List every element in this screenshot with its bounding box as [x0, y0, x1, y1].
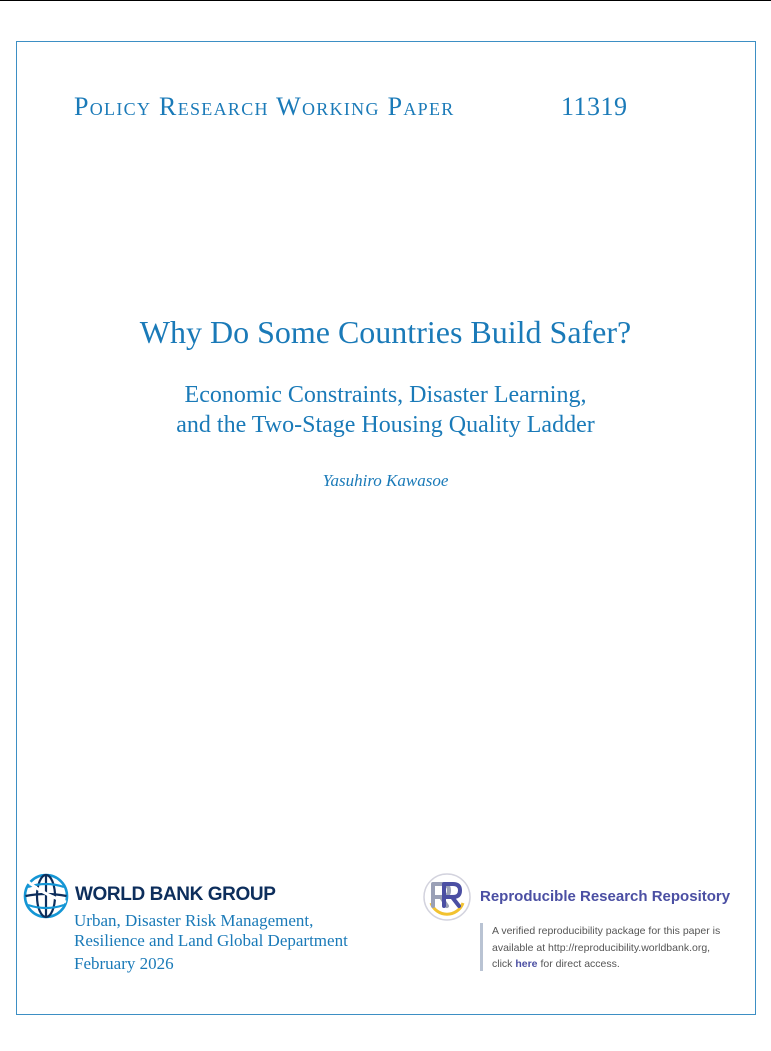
paper-title: Why Do Some Countries Build Safer?: [139, 314, 632, 350]
repository-name: Reproducible Research Repository: [480, 888, 731, 905]
paper-author: Yasuhiro Kawasoe: [322, 471, 449, 490]
rrr-logo-icon: [422, 872, 472, 922]
world-bank-globe-icon: [22, 872, 70, 920]
repository-note-line2: available at http://reproducibility.worldbank.org,: [492, 941, 711, 954]
repository-note-line1: A verified reproducibility package for this paper is: [492, 925, 721, 937]
repository-note-pre: click: [492, 958, 516, 970]
publication-date: February 2026: [74, 954, 174, 973]
top-rule: [0, 0, 771, 1]
series-number: 11319: [561, 92, 628, 121]
paper-subtitle-line2: and the Two-Stage Housing Quality Ladder: [176, 412, 595, 438]
repository-note-post: for direct access.: [537, 958, 620, 970]
repository-note-line3: [492, 956, 750, 973]
department-line1: Urban, Disaster Risk Management,: [74, 911, 314, 930]
series-name: Policy Research Working Paper: [74, 92, 455, 121]
repository-note-bar: [480, 923, 483, 971]
department-line2: Resilience and Land Global Department: [74, 931, 348, 950]
cover-frame: [16, 41, 756, 1015]
paper-subtitle-line1: Economic Constraints, Disaster Learning,: [184, 382, 587, 408]
repository-note: [492, 923, 750, 973]
repository-here-link[interactable]: here: [515, 958, 538, 970]
organization-name: WORLD BANK GROUP: [75, 884, 276, 905]
